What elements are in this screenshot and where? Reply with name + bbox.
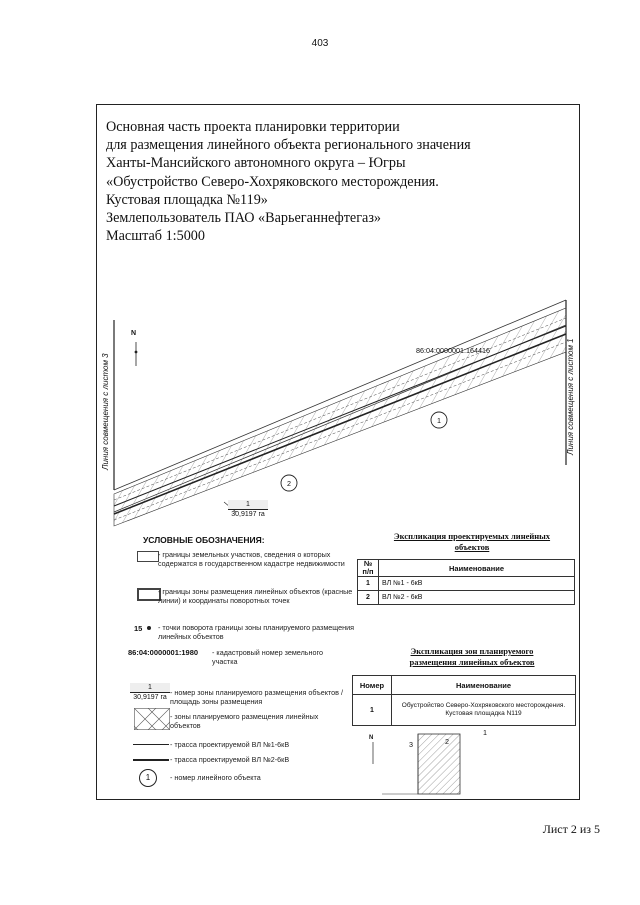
cell-name: ВЛ №2 - 6кВ (379, 591, 575, 605)
sheet-label: Лист 2 из 5 (542, 822, 600, 836)
left-match-line-label: Линия совмещения с листом 3 (101, 353, 110, 470)
legend-object-number: 1 (145, 773, 151, 782)
legend-title: УСЛОВНЫЕ ОБОЗНАЧЕНИЯ: (143, 535, 265, 545)
cell-number: 1 (353, 695, 392, 726)
page-number: 403 (311, 38, 329, 49)
cell-number: 2 (358, 591, 379, 605)
legend-object-circle-icon (139, 769, 157, 787)
title-block (106, 118, 566, 245)
title-line: «Обустройство Северо-Хохряковского месторождения. (106, 173, 439, 190)
legend-item: - номер зоны планируемого размещения объектов /площадь зоны размещения (170, 688, 343, 706)
key-map-current-sheet (418, 734, 460, 794)
legend-item: - границы зоны размещения линейных объектов (красные линии) и координаты поворотных точек (158, 587, 353, 605)
key-map-north: N (369, 735, 374, 741)
table1-caption: Экспликация проектируемых линейных объектов (393, 531, 551, 552)
legend-item: - границы земельных участков, сведения о которых содержатся в государственном кадастре недвижимости (158, 550, 345, 568)
map-drawing (96, 280, 580, 530)
table-header-row (353, 676, 576, 695)
legend-line1-sample (133, 744, 169, 745)
cell-number: 1 (358, 577, 379, 591)
title-line: Кустовая площадка №119» (106, 191, 268, 208)
table-row (358, 577, 575, 591)
legend-item: - кадастровый номер земельного участка (212, 648, 323, 666)
key-map-sheet-left: 3 (409, 740, 413, 749)
table-header-row (358, 560, 575, 577)
object-2-number: 2 (287, 479, 291, 488)
table-row (353, 695, 576, 726)
object-1-number: 1 (437, 416, 441, 425)
table-row (358, 591, 575, 605)
key-map-sheet-mid: 2 (445, 737, 449, 746)
legend-parcel-swatch (137, 551, 159, 562)
cell-name: ВЛ №1 - 6кВ (379, 577, 575, 591)
legend-item: - номер линейного объекта (170, 773, 261, 782)
key-map (360, 728, 470, 798)
table2-caption: Экспликация зон планируемого размещения линейных объектов (409, 646, 535, 667)
table-zones (352, 675, 576, 726)
key-map-sheet-right: 1 (483, 728, 487, 737)
line-vl1 (114, 326, 566, 506)
legend-cadastral-sample: 86:04:0000001:1980 (128, 648, 199, 657)
legend-item: - точки поворота границы зоны планируемого размещения линейных объектов (158, 623, 354, 641)
col-number-header: № п/п (358, 560, 379, 577)
north-label: N (131, 330, 137, 337)
legend-zone-hatch-icon (134, 708, 170, 730)
point-icon (147, 626, 151, 630)
zone-label (228, 500, 268, 519)
col-number-header: Номер (353, 676, 392, 695)
scale-line: Масштаб 1:5000 (106, 228, 205, 245)
right-match-line-label: Линия совмещения с листом 1 (566, 338, 575, 455)
col-name-header: Наименование (392, 676, 576, 695)
zone-area: 30,9197 га (231, 511, 265, 518)
col-name-header: Наименование (379, 560, 575, 577)
title-line: Землепользователь ПАО «Варьеганнефтегаз» (106, 210, 382, 227)
table-linear-objects (357, 559, 575, 605)
legend-point-sample: 15 (134, 624, 143, 633)
legend-zone-number: 1 (130, 683, 170, 693)
legend-item: - зоны планируемого размещения линейных объектов (170, 712, 319, 730)
cell-name: Обустройство Северо-Хохряковского месторождения. Кустовая площадка N119 (392, 695, 576, 726)
parcel-cadastral-label: 86:04:0000001:164416 (416, 346, 490, 355)
legend-zone-area: 30,9197 га (133, 694, 167, 701)
title-line: Ханты-Мансийского автономного округа – Югры (106, 155, 406, 172)
legend-zone-sample (130, 683, 170, 702)
zone-number: 1 (228, 500, 268, 510)
legend-item: - трасса проектируемой ВЛ №1-6кВ (170, 740, 290, 749)
legend-line2-sample (133, 759, 169, 761)
title-line: для размещения линейного объекта регионального значения (106, 137, 471, 154)
title-line: Основная часть проекта планировки территории (106, 119, 400, 135)
line-vl2 (114, 334, 566, 514)
legend-item: - трасса проектируемой ВЛ №2-6кВ (170, 755, 290, 764)
